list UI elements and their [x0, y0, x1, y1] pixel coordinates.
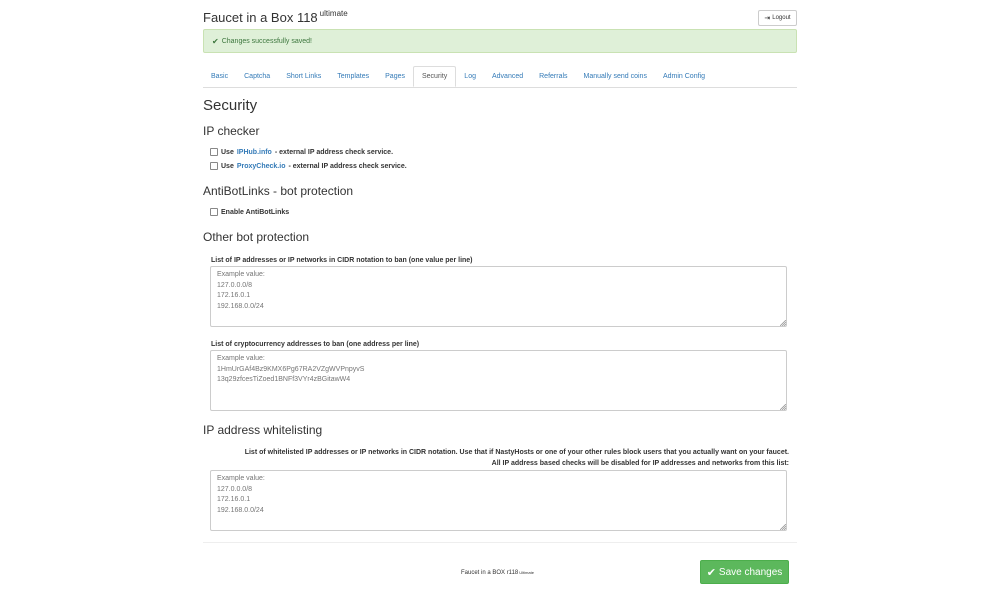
success-alert — [203, 29, 797, 53]
check-icon: ✔ — [706, 566, 716, 579]
iphub-checkbox[interactable] — [210, 148, 218, 156]
logout-icon: ⇥ — [764, 15, 771, 22]
tab-advanced[interactable]: Advanced — [491, 73, 524, 80]
resize-grip-icon[interactable] — [780, 524, 786, 530]
antibot-checkbox[interactable] — [210, 208, 218, 216]
iphub-option — [210, 148, 393, 156]
tab-referrals[interactable]: Referrals — [539, 73, 568, 80]
iphub-suffix: - external IP address check service. — [274, 148, 394, 156]
logout-button[interactable] — [758, 10, 797, 26]
tab-security[interactable]: Security — [413, 66, 456, 87]
divider — [203, 542, 797, 543]
tab-basic[interactable]: Basic — [211, 73, 229, 80]
proxycheck-option — [210, 162, 407, 170]
tab-pages[interactable]: Pages — [385, 73, 405, 80]
tab-templates[interactable]: Templates — [337, 73, 370, 80]
ip-checker-heading: IP checker — [203, 124, 260, 138]
check-icon: ✔ — [212, 36, 219, 46]
save-label: Save changes — [718, 566, 783, 578]
crypto-ban-label: List of cryptocurrency addresses to ban (one address per line) — [211, 341, 420, 348]
tab-short-links[interactable]: Short Links — [286, 73, 322, 80]
iphub-link[interactable]: IPHub.info — [236, 148, 272, 156]
page-title: Security — [203, 97, 258, 114]
proxycheck-suffix: - external IP address check service. — [288, 162, 407, 170]
ip-ban-textarea[interactable] — [210, 266, 787, 327]
resize-grip-icon[interactable] — [780, 404, 786, 410]
alert-message: Changes successfully saved! — [221, 37, 312, 45]
whitelist-label-line2: All IP address based checks will be disabled for IP addresses and networks from this list: — [491, 460, 789, 467]
resize-grip-icon[interactable] — [780, 320, 786, 326]
proxycheck-prefix: Use — [221, 162, 234, 170]
antibot-label: Enable AntiBotLinks — [221, 208, 290, 216]
crypto-ban-textarea[interactable] — [210, 350, 787, 411]
whitelist-heading: IP address whitelisting — [203, 423, 323, 437]
antibot-heading: AntiBotLinks - bot protection — [203, 184, 354, 198]
footer-edition: Ultimate — [519, 570, 534, 575]
other-bot-heading: Other bot protection — [203, 230, 310, 244]
logout-label: Logout — [772, 15, 791, 21]
tab-log[interactable]: Log — [464, 73, 476, 80]
tab-admin-config[interactable]: Admin Config — [662, 73, 705, 80]
tab-captcha[interactable]: Captcha — [244, 73, 271, 80]
brand-name: Faucet in a Box 118 — [203, 10, 318, 25]
settings-tabs — [203, 66, 797, 88]
whitelist-label-line1: List of whitelisted IP addresses or IP networks in CIDR notation. Use that if NastyHosts or one of your other rules block users that you actually want on your faucet. — [244, 449, 789, 456]
antibot-option — [210, 208, 289, 216]
iphub-prefix: Use — [221, 148, 234, 156]
whitelist-textarea[interactable] — [210, 470, 787, 531]
footer-brand: Faucet in a BOX r118 — [461, 570, 519, 576]
footer-text — [461, 570, 534, 576]
tab-manually-send-coins[interactable]: Manually send coins — [583, 73, 647, 80]
save-button[interactable] — [700, 560, 789, 584]
proxycheck-checkbox[interactable] — [210, 162, 218, 170]
brand-edition: ultimate — [319, 9, 348, 18]
ip-ban-label: List of IP addresses or IP networks in CIDR notation to ban (one value per line) — [211, 257, 473, 264]
proxycheck-link[interactable]: ProxyCheck.io — [236, 162, 286, 170]
brand-title — [203, 10, 348, 25]
